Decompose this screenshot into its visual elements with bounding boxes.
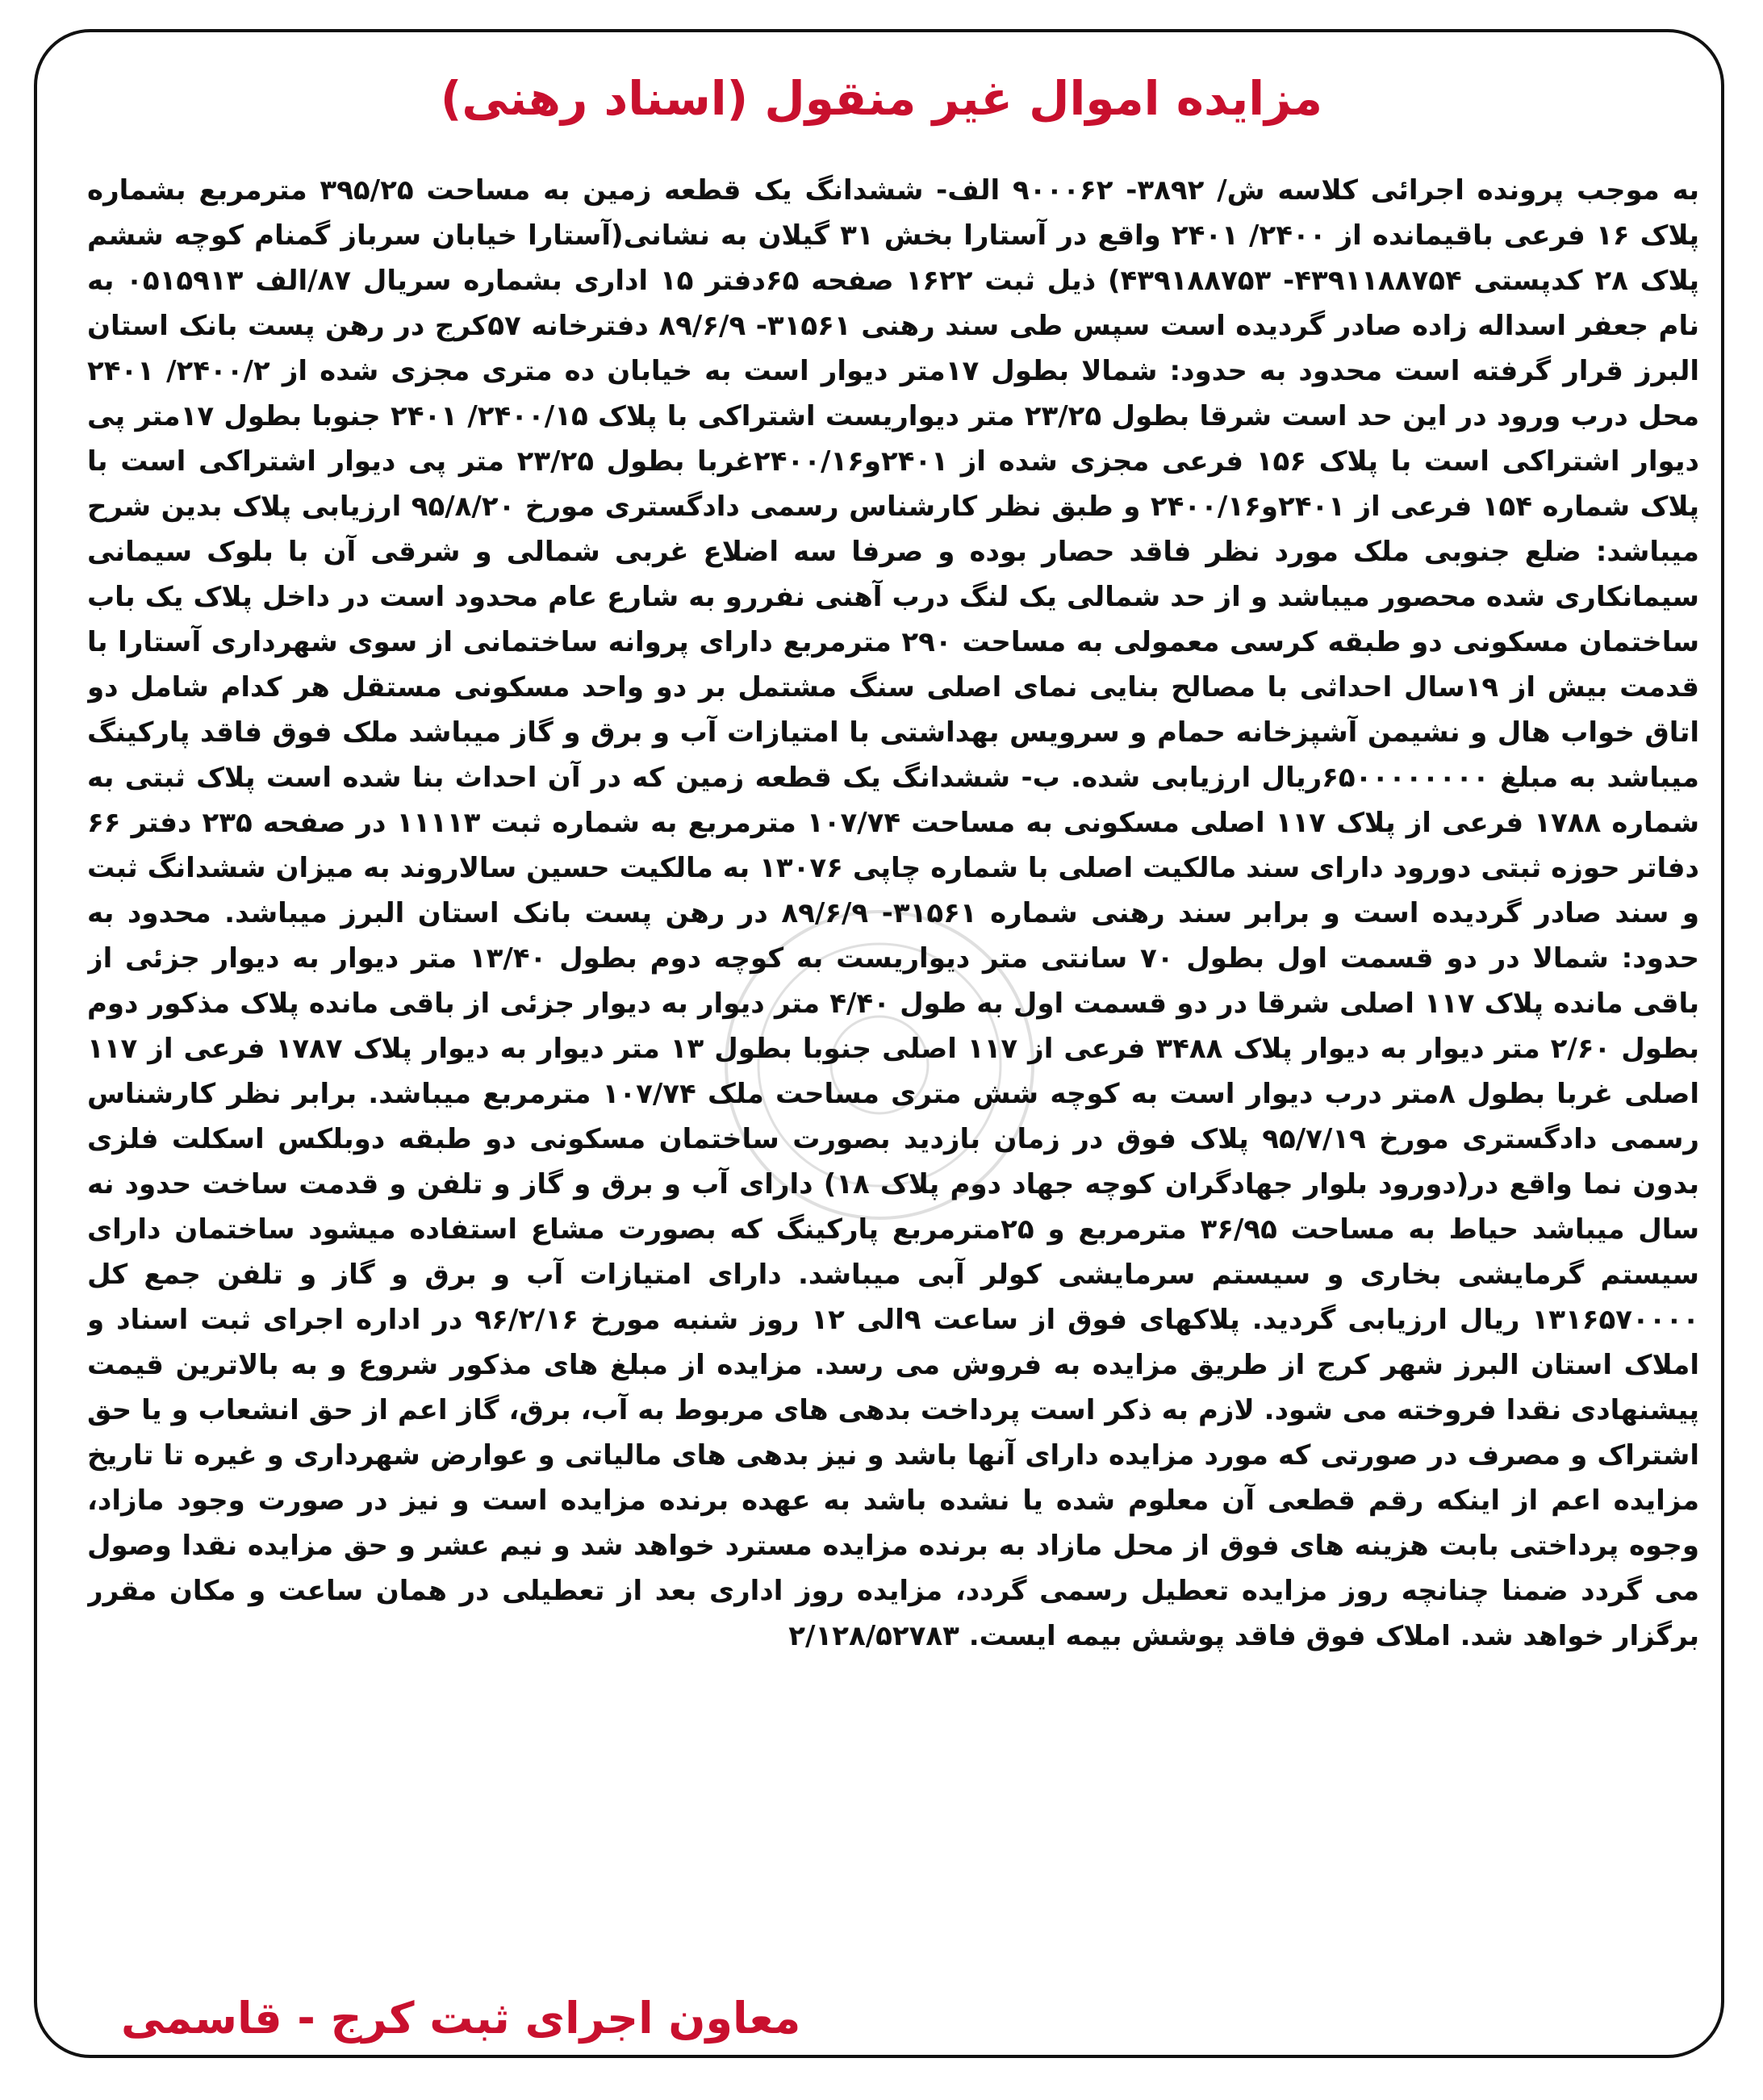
notice-title: مزایده اموال غیر منقول (اسناد رهنی)	[440, 71, 1323, 126]
notice-body: به موجب پرونده اجرائی کلاسه ش/ ۳۸۹۲- ۹۰۰۰۶۲ الف- ششدانگ یک قطعه زمین به مساحت ۳۹۵/۲۵ مترمربع بشماره پلاک ۱۶ فرعی باقیمانده از ۲۴۰۰/ ۲۴۰۱ واقع در آستارا بخش ۳۱ گیلان به نشانی(آستارا خیابان سرباز گمنام کوچه ششم پلاک ۲۸ کدپستی ۴۳۹۱۱۸۸۷۵۴- ۴۳۹۱۸۸۷۵۳) ذیل ثبت ۱۶۲۲ صفحه ۶۵دفتر ۱۵ اداری بشماره سریال ۸۷/الف ۰۵۱۵۹۱۳ به نام جعفر اسداله زاده صادر گردیده است سپس طی سند رهنی ۳۱۵۶۱- ۸۹/۶/۹ دفترخانه ۵۷کرج در رهن پست بانک استان البرز قرار گرفته است محدود به حدود: شمالا بطول ۱۷متر دیوار است به خیابان ده متری مجزی شده از ۲۴۰۰/۲/ ۲۴۰۱ محل درب ورود در این حد است شرقا بطول ۲۳/۲۵ متر دیواریست اشتراکی با پلاک ۲۴۰۰/۱۵/ ۲۴۰۱ جنوبا بطول ۱۷متر پی دیوار اشتراکی است با پلاک ۱۵۶ فرعی مجزی شده از ۲۴۰۱و۲۴۰۰/۱۶غربا بطول ۲۳/۲۵ متر پی دیوار اشتراکی است با پلاک شماره ۱۵۴ فرعی از ۲۴۰۱و۲۴۰۰/۱۶ و طبق نظر کارشناس رسمی دادگستری مورخ ۹۵/۸/۲۰ ارزیابی پلاک بدین شرح میباشد: ضلع جنوبی ملک مورد نظر فاقد حصار بوده و صرفا سه اضلاع غربی شمالی و شرقی آن با بلوک سیمانی سیمانکاری شده محصور میباشد و از حد شمالی یک لنگ درب آهنی نفررو به شارع عام محدود است در داخل پلاک یک باب ساختمان مسکونی دو طبقه کرسی معمولی به مساحت ۲۹۰ مترمربع دارای پروانه ساختمانی از سوی شهرداری آستارا با قدمت بیش از ۱۹سال احداثی با مصالح بنایی نمای اصلی سنگ مشتمل بر دو واحد مسکونی مستقل هر کدام شامل دو اتاق خواب هال و نشیمن آشپزخانه حمام و سرویس بهداشتی با امتیازات آب و برق و گاز میباشد ملک فوق فاقد پارکینگ میباشد به مبلغ ۶۵۰۰۰۰۰۰۰۰ریال ارزیابی شده. ب- ششدانگ یک قطعه زمین که در آن احداث بنا شده است پلاک ثبتی به شماره ۱۷۸۸ فرعی از پلاک ۱۱۷ اصلی مسکونی به مساحت ۱۰۷/۷۴ مترمربع به شماره ثبت ۱۱۱۱۳ در صفحه ۲۳۵ دفتر ۶۶ دفاتر حوزه ثبتی دورود دارای سند مالکیت اصلی با شماره چاپی ۱۳۰۷۶ به مالکیت حسین سالاروند به میزان ششدانگ ثبت و سند صادر گردیده است و برابر سند رهنی شماره ۳۱۵۶۱- ۸۹/۶/۹ در رهن پست بانک استان البرز میباشد. محدود به حدود: شمالا در دو قسمت اول بطول ۷۰ سانتی متر دیواریست به کوچه دوم بطول ۱۳/۴۰ متر دیوار به دیوار جزئی از باقی مانده پلاک ۱۱۷ اصلی شرقا در دو قسمت اول به طول ۴/۴۰ متر دیوار به دیوار جزئی از باقی مانده پلاک مذکور دوم بطول ۲/۶۰ متر دیوار به دیوار پلاک ۳۴۸۸ فرعی از ۱۱۷ اصلی جنوبا بطول ۱۳ متر دیوار به دیوار پلاک ۱۷۸۷ فرعی از ۱۱۷ اصلی غربا بطول ۸متر درب دیوار است به کوچه شش متری مساحت ملک ۱۰۷/۷۴ مترمربع میباشد. برابر نظر کارشناس رسمی دادگستری مورخ ۹۵/۷/۱۹ پلاک فوق در زمان بازدید بصورت ساختمان مسکونی دو طبقه دوبلکس اسکلت فلزی بدون نما واقع در(دورود بلوار جهادگران کوچه جهاد دوم پلاک ۱۸) دارای آب و برق و گاز و تلفن و قدمت ساخت حدود نه سال میباشد حیاط به مساحت ۳۶/۹۵ مترمربع و ۲۵مترمربع پارکینگ که بصورت مشاع استفاده میشود ساختمان دارای سیستم گرمایشی بخاری و سیستم سرمایشی کولر آبی میباشد. دارای امتیازات آب و برق و گاز و تلفن جمع کل ۱۳۱۶۵۷۰۰۰۰ ریال ارزیابی گردید. پلاکهای فوق از ساعت ۹الی ۱۲ روز شنبه مورخ ۹۶/۲/۱۶ در اداره اجرای ثبت اسناد و املاک استان البرز شهر کرج از طریق مزایده به فروش می رسد. مزایده از مبلغ های مذکور شروع و به بالاترین قیمت پیشنهادی نقدا فروخته می شود. لازم به ذکر است پرداخت بدهی های مربوط به آب، برق، گاز اعم از حق انشعاب و یا حق اشتراک و مصرف در صورتی که مورد مزایده دارای آنها باشد و نیز بدهی های مالیاتی و عوارض شهرداری و غیره تا تاریخ مزایده اعم از اینکه رقم قطعی آن معلوم شده یا نشده باشد به عهده برنده مزایده است و نیز در صورت وجود مازاد، وجوه پرداختی بابت هزینه های فوق از محل مازاد به برنده مزایده مسترد خواهد شد و نیم عشر و حق مزایده نقدا وصول می گردد ضمنا چنانچه روز مزایده تعطیل رسمی گردد، مزایده روز اداری بعد از تعطیلی در همان ساعت و مکان مقرر برگزار خواهد شد. املاک فوق فاقد پوشش بیمه ایست. ۲/۱۲۸/۵۲۷۸۳	[87, 174, 1699, 1652]
signature: معاون اجرای ثبت کرج - قاسمی	[121, 1993, 801, 2044]
